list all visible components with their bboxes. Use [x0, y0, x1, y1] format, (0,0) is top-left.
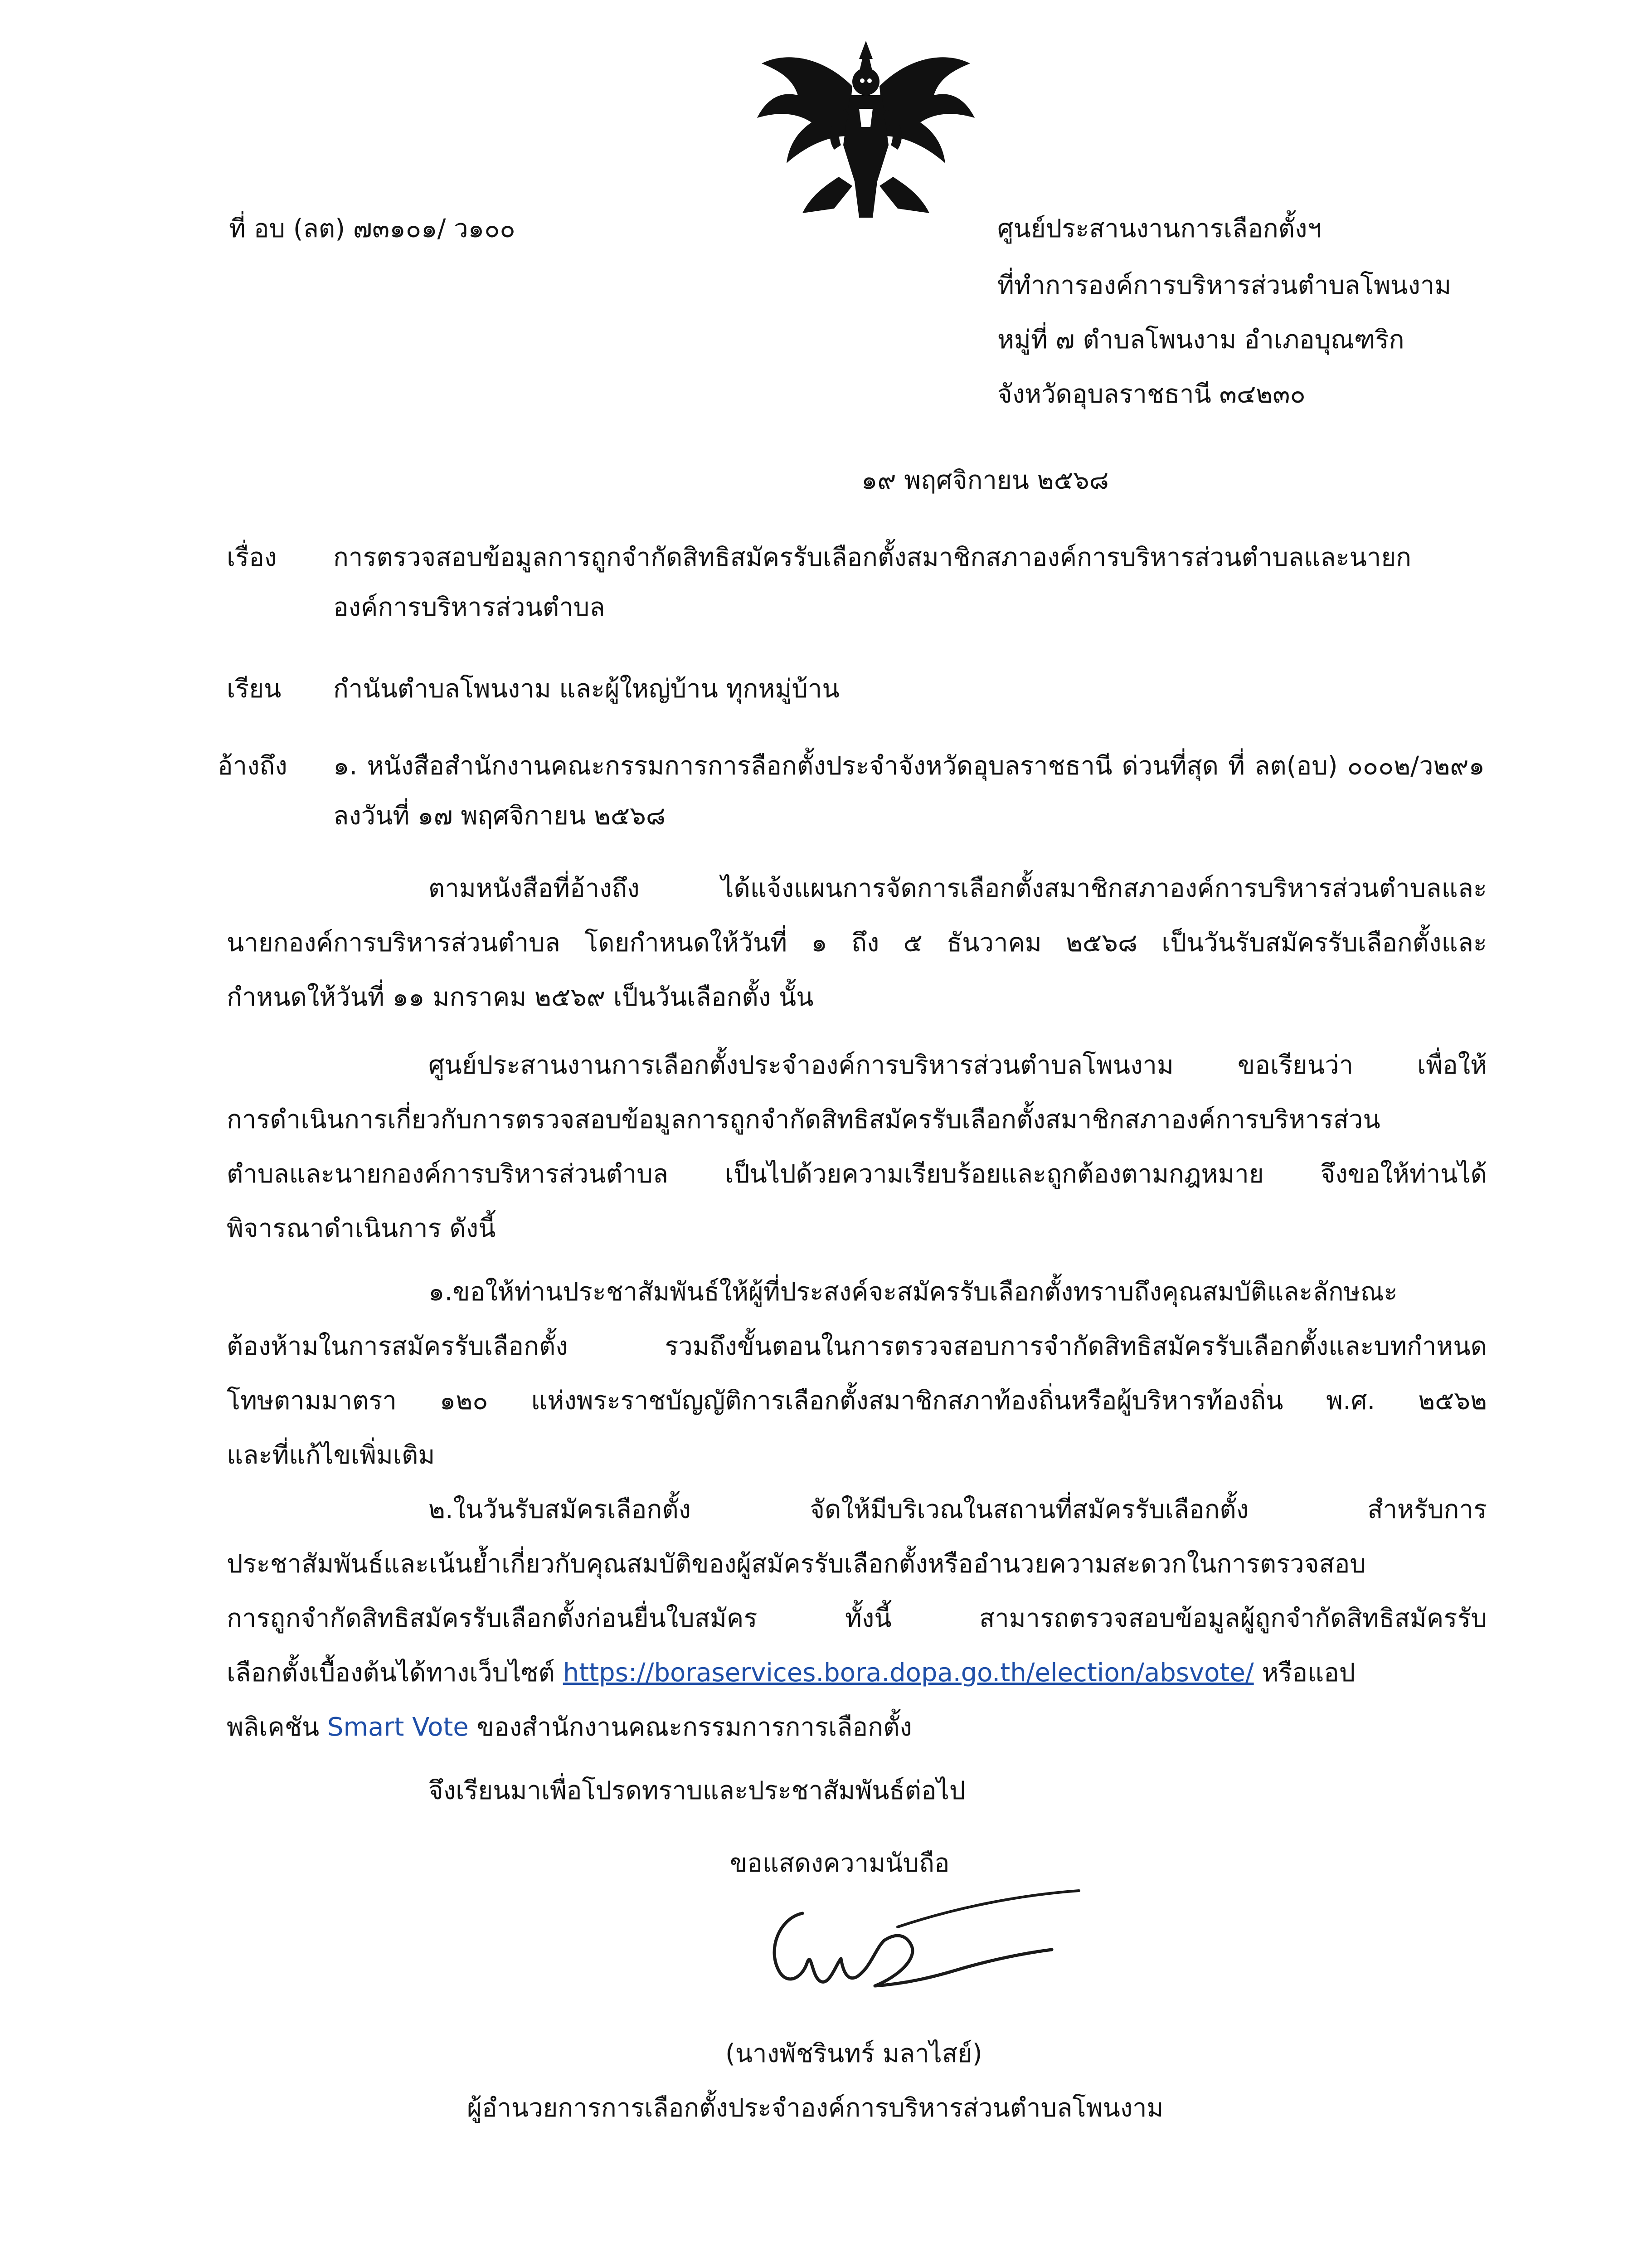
app-name: Smart Vote	[327, 1712, 469, 1742]
document-number: ที่ อบ (ลต) ๗๓๑๐๑/ ว๑๐๐	[229, 214, 515, 243]
paragraph-line: นายกองค์การบริหารส่วนตำบล โดยกำหนดให้วันที่ ๑ ถึง ๕ ธันวาคม ๒๕๖๘ เป็นวันรับสมัครรับเลือกตั้งและ	[227, 928, 1487, 958]
paragraph-line: ๒.ในวันรับสมัครเลือกตั้ง จัดให้มีบริเวณในสถานที่สมัครรับเลือกตั้ง สำหรับการ	[428, 1495, 1487, 1524]
handwritten-signature	[762, 1886, 1088, 2022]
signatory-position: ผู้อำนวยการการเลือกตั้งประจำองค์การบริหารส่วนตำบลโพนงาม	[467, 2093, 1164, 2123]
paragraph-line: ตำบลและนายกองค์การบริหารส่วนตำบล เป็นไปด้วยความเรียบร้อยและถูกต้องตามกฎหมาย จึงขอให้ท่านได้	[227, 1159, 1487, 1189]
document-date: ๑๙ พฤศจิกายน ๒๕๖๘	[861, 466, 1109, 495]
paragraph-text: เลือกตั้งเบื้องต้นได้ทางเว็บไซต์	[227, 1658, 563, 1688]
paragraph-line: พิจารณาดำเนินการ ดังนี้	[227, 1214, 496, 1243]
sender-line: หมู่ที่ ๗ ตำบลโพนงาม อำเภอบุณฑริก	[997, 325, 1404, 355]
garuda-emblem	[743, 32, 988, 222]
subject-text: การตรวจสอบข้อมูลการถูกจำกัดสิทธิสมัครรับเลือกตั้งสมาชิกสภาองค์การบริหารส่วนตำบลและนายก	[333, 543, 1412, 572]
paragraph-line: การถูกจำกัดสิทธิสมัครรับเลือกตั้งก่อนยื่นใบสมัคร ทั้งนี้ สามารถตรวจสอบข้อมูลผู้ถูกจำกัดสิทธิสมัครรับ	[227, 1604, 1487, 1633]
recipient-label: เรียน	[227, 674, 282, 704]
subject-text-continued: องค์การบริหารส่วนตำบล	[333, 593, 605, 622]
reference-text: ๑. หนังสือสำนักงานคณะกรรมการการลือกตั้งประจำจังหวัดอุบลราชธานี ด่วนที่สุด ที่ ลต(อบ) ๐๐๐๒/ว๒๙๑	[333, 751, 1485, 781]
paragraph-text: พลิเคชัน	[227, 1712, 327, 1742]
paragraph-line: ประชาสัมพันธ์และเน้นย้ำเกี่ยวกับคุณสมบัติของผู้สมัครรับเลือกตั้งหรืออำนวยความสะดวกในการตรวจสอบ	[227, 1549, 1366, 1579]
paragraph-line: ๑.ขอให้ท่านประชาสัมพันธ์ให้ผู้ที่ประสงค์จะสมัครรับเลือกตั้งทราบถึงคุณสมบัติและลักษณะ	[428, 1277, 1398, 1307]
paragraph-line: โทษตามมาตรา ๑๒๐ แห่งพระราชบัญญัติการเลือกตั้งสมาชิกสภาท้องถิ่นหรือผู้บริหารท้องถิ่น พ.ศ. ๒๕๖๒	[227, 1386, 1487, 1416]
closing-request: จึงเรียนมาเพื่อโปรดทราบและประชาสัมพันธ์ต่อไป	[428, 1776, 966, 1805]
paragraph-line: กำหนดให้วันที่ ๑๑ มกราคม ๒๕๖๙ เป็นวันเลือกตั้ง นั้น	[227, 983, 814, 1012]
signatory-name: (นางพัชรินทร์ มลาไสย์)	[725, 2039, 982, 2068]
election-website-link[interactable]: https://boraservices.bora.dopa.go.th/election/absvote/	[563, 1658, 1254, 1688]
reference-date: ลงวันที่ ๑๗ พฤศจิกายน ๒๕๖๘	[333, 801, 666, 831]
paragraph-line: การดำเนินการเกี่ยวกับการตรวจสอบข้อมูลการถูกจำกัดสิทธิสมัครรับเลือกตั้งสมาชิกสภาองค์การบริหารส่วน	[227, 1105, 1380, 1134]
paragraph-line	[227, 1650, 1355, 1696]
recipient-text: กำนันตำบลโพนงาม และผู้ใหญ่บ้าน ทุกหมู่บ้าน	[333, 674, 840, 704]
paragraph-line	[227, 1705, 912, 1750]
closing-greeting: ขอแสดงความนับถือ	[730, 1849, 950, 1878]
subject-label: เรื่อง	[227, 543, 277, 572]
reference-label: อ้างถึง	[218, 751, 287, 781]
paragraph-line: ศูนย์ประสานงานการเลือกตั้งประจำองค์การบริหารส่วนตำบลโพนงาม ขอเรียนว่า เพื่อให้	[428, 1051, 1487, 1080]
paragraph-text: หรือแอป	[1254, 1658, 1356, 1688]
paragraph-line: ตามหนังสือที่อ้างถึง ได้แจ้งแผนการจัดการเลือกตั้งสมาชิกสภาองค์การบริหารส่วนตำบลและ	[428, 874, 1487, 903]
paragraph-text: ของสำนักงานคณะกรรมการการเลือกตั้ง	[468, 1712, 912, 1742]
paragraph-line: ต้องห้ามในการสมัครรับเลือกตั้ง รวมถึงขั้นตอนในการตรวจสอบการจำกัดสิทธิสมัครรับเลือกตั้งและบทกำหนด	[227, 1332, 1487, 1361]
sender-line: ที่ทำการองค์การบริหารส่วนตำบลโพนงาม	[997, 271, 1452, 300]
paragraph-line: และที่แก้ไขเพิ่มเติม	[227, 1440, 435, 1470]
sender-line: จังหวัดอุบลราชธานี ๓๔๒๓๐	[997, 379, 1306, 409]
sender-line: ศูนย์ประสานงานการเลือกตั้งฯ	[997, 214, 1322, 243]
